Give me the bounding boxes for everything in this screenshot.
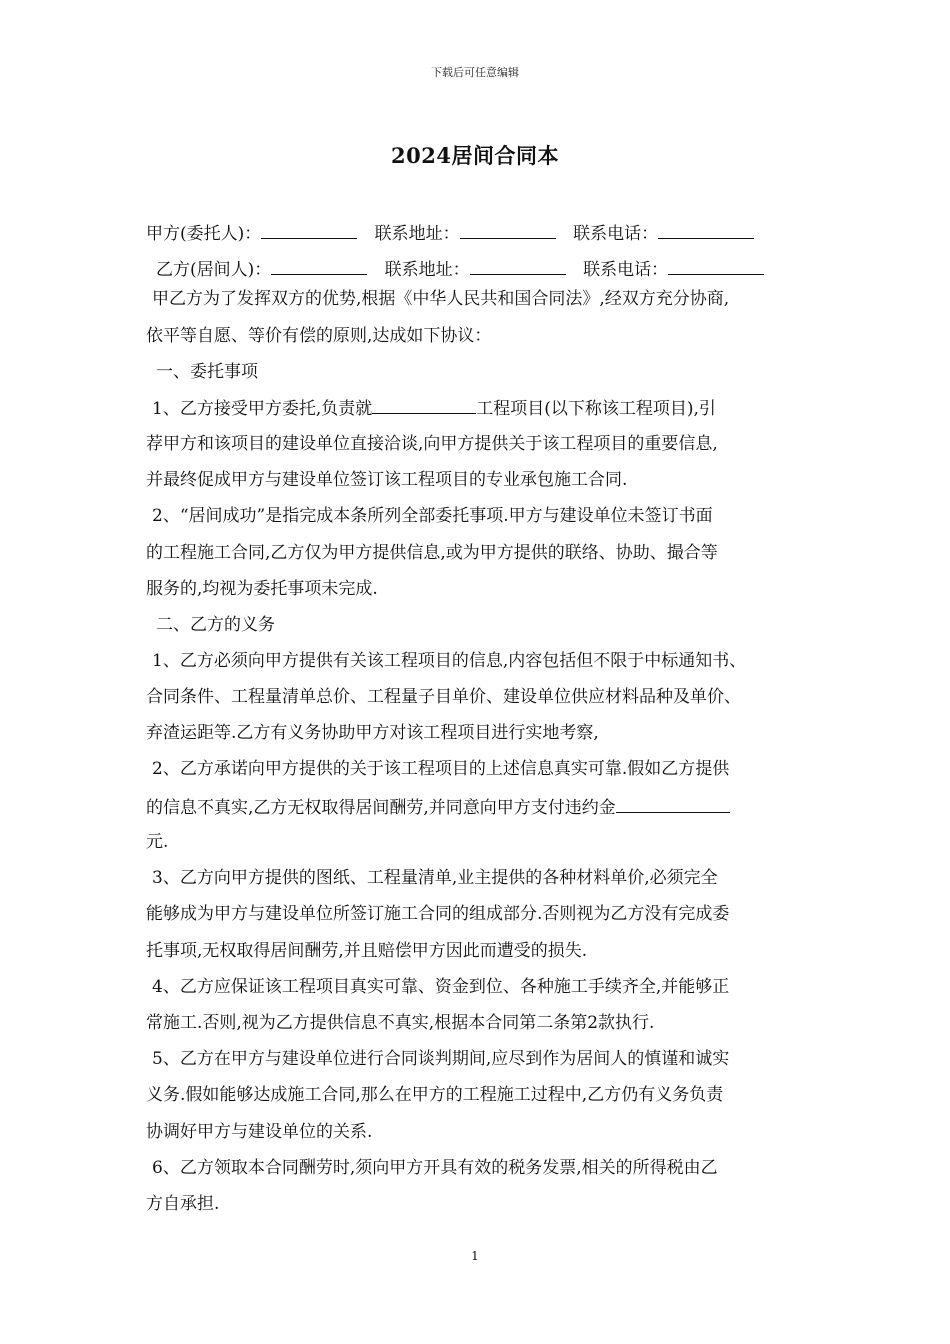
paragraph-line: 合同条件、工程量清单总价、工程量子目单价、建设单位供应材料品种及单价、: [146, 687, 741, 707]
paragraph-line: 3、乙方向甲方提供的图纸、工程量清单,业主提供的各种材料单价,必须完全: [152, 868, 718, 888]
party-b-row: [156, 255, 764, 280]
party-a-address-label: 联系地址：: [374, 224, 460, 244]
paragraph-line: 弃渣运距等.乙方有义务协助甲方对该工程项目进行实地考察,: [146, 723, 599, 743]
paragraph-line: 1、乙方必须向甲方提供有关该工程项目的信息,内容包括但不限于中标通知书、: [152, 651, 747, 671]
paragraph-line: 6、乙方领取本合同酬劳时,须向甲方开具有效的税务发票,相关的所得税由乙: [152, 1158, 718, 1178]
section-heading: 二、乙方的义务: [156, 615, 275, 635]
paragraph-line: 服务的,均视为委托事项未完成.: [146, 579, 378, 599]
party-a-address-blank: [460, 224, 556, 239]
intro-line: 甲乙方为了发挥双方的优势,根据《中华人民共和国合同法》,经双方充分协商,: [152, 289, 730, 309]
project-name-blank: [372, 399, 476, 414]
paragraph-line: 4、乙方应保证该工程项目真实可靠、资金到位、各种施工手续齐全,并能够正: [152, 977, 730, 997]
party-a-row: [146, 219, 754, 244]
paragraph-line: 能够成为甲方与建设单位所签订施工合同的组成部分.否则视为乙方没有完成委: [146, 904, 730, 924]
paragraph-line: 协调好甲方与建设单位的关系.: [146, 1122, 373, 1142]
paragraph-line: 2、乙方承诺向甲方提供的关于该工程项目的上述信息真实可靠.假如乙方提供: [152, 759, 730, 779]
paragraph-line: 元.: [146, 832, 169, 852]
paragraph-line: 2、“居间成功”是指完成本条所列全部委托事项.甲方与建设单位未签订书面: [152, 506, 713, 526]
paragraph-line: [152, 399, 716, 418]
party-b-phone-blank: [668, 260, 764, 275]
party-b-name-blank: [271, 260, 367, 275]
party-a-phone-label: 联系电话：: [573, 224, 659, 244]
party-a-phone-blank: [658, 224, 754, 239]
party-b-phone-label: 联系电话：: [583, 260, 669, 280]
paragraph-line: [146, 798, 730, 817]
header-note: 下载后可任意编辑: [431, 66, 519, 79]
penalty-amount-blank: [616, 798, 730, 813]
paragraph-line: 的工程施工合同,乙方仅为甲方提供信息,或为甲方提供的联络、协助、撮合等: [146, 543, 718, 563]
document-title: 2024居间合同本: [391, 143, 559, 168]
paragraph-line: 义务.假如能够达成施工合同,那么在甲方的工程施工过程中,乙方仍有义务负责: [146, 1085, 724, 1105]
party-b-address-label: 联系地址：: [384, 260, 470, 280]
party-b-name-label: 乙方(居间人)：: [156, 260, 272, 280]
intro-line: 依平等自愿、等价有偿的原则,达成如下协议：: [146, 326, 492, 346]
paragraph-line: 5、乙方在甲方与建设单位进行合同谈判期间,应尽到作为居间人的慎谨和诚实: [152, 1049, 730, 1069]
s1-item1-suffix: 工程项目(以下称该工程项目),引: [476, 399, 716, 419]
paragraph-line: 托事项,无权取得居间酬劳,并且赔偿甲方因此而遭受的损失.: [146, 941, 588, 961]
page-number: 1: [471, 1249, 479, 1263]
paragraph-line: 并最终促成甲方与建设单位签订该工程项目的专业承包施工合同.: [146, 470, 628, 490]
paragraph-line: 常施工.否则,视为乙方提供信息不真实,根据本合同第二条第2款执行.: [146, 1013, 655, 1033]
section-heading: 一、委托事项: [156, 362, 258, 382]
s1-item1-prefix: 1、乙方接受甲方委托,负责就: [152, 399, 373, 419]
paragraph-line: 方自承担.: [146, 1194, 220, 1214]
party-b-address-blank: [470, 260, 566, 275]
s2-item2-line2: 的信息不真实,乙方无权取得居间酬劳,并同意向甲方支付违约金: [146, 798, 616, 818]
party-a-name-blank: [261, 224, 357, 239]
paragraph-line: 荐甲方和该项目的建设单位直接洽谈,向甲方提供关于该工程项目的重要信息,: [146, 434, 718, 454]
party-a-name-label: 甲方(委托人)：: [146, 224, 262, 244]
